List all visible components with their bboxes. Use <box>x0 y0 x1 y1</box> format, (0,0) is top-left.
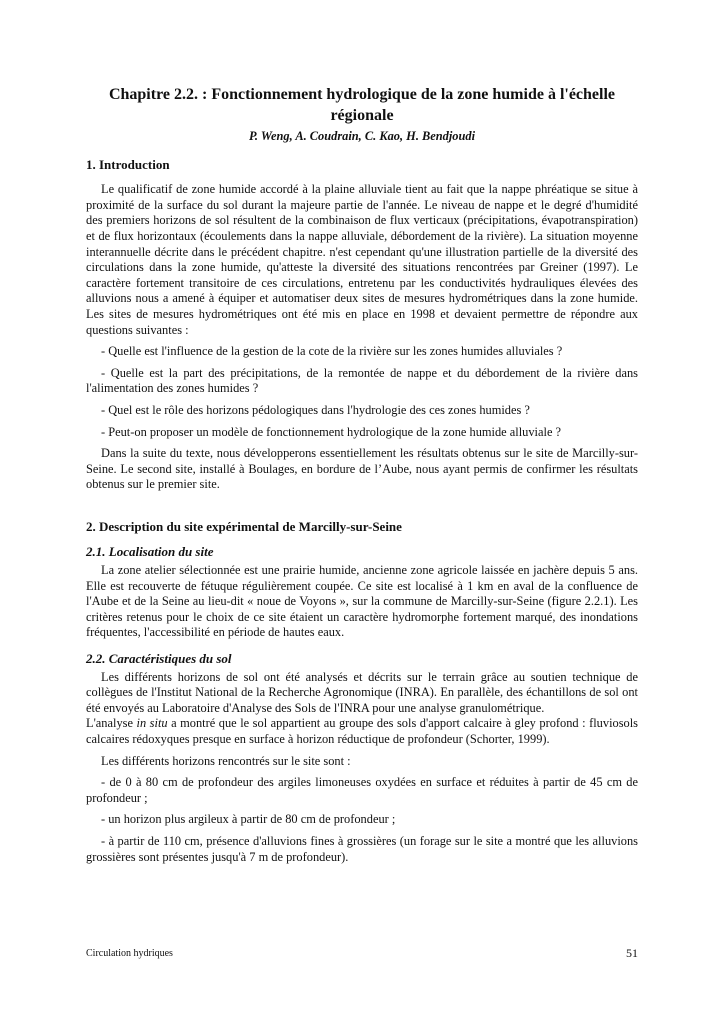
page-number: 51 <box>626 946 638 960</box>
question-3: - Quel est le rôle des horizons pédologiques dans l'hydrologie des ces zones humides ? <box>101 402 530 417</box>
sol-paragraph-2-pre: L'analyse <box>86 716 137 731</box>
intro-paragraph-1: Le qualificatif de zone humide accordé à la plaine alluviale tient au fait que la nappe phréatique se situe à proximité de la surface du sol durant la majeure partie de l'année. Le niveau de nappe et le degré d'humidité des premiers horizons de sol résultent de la combinaison de flux verticaux (précipitations, évapotranspiration) et de flux horizontaux (écoulements dans la nappe alluviale, débordement de la rivière). La situation moyenne interannuelle décrite dans le précédent chapitre. n'est cependant qu'une illustration partielle de la diversité des circulations dans la zone humide, qu'atteste la diversité des situations rencontrées par Greiner (1997). Le caractère fortement transitoire de ces circulations, entretenu par les conductivités hydrauliques élevées des alluvions nous a amené à équiper et automatiser deux sites de mesures hydrométriques dans la zone humide. Les sites de mesures hydrométriques ont été mis en place en 1998 et devaient permettre de répondre aux questions suivantes : <box>86 182 638 337</box>
subsection-2-2-heading: 2.2. Caractéristiques du sol <box>86 651 232 667</box>
sol-paragraph-2-post: a montré que le sol appartient au groupe des sols d'apport calcaire à gley profond : fluviosols calcaires rédoxyques presque en surface à horizon réductique de profondeur (Schorter, 1999). <box>86 716 638 746</box>
section-2-heading: 2. Description du site expérimental de Marcilly-sur-Seine <box>86 518 402 534</box>
horizon-item-2: - un horizon plus argileux à partir de 80 cm de profondeur ; <box>101 812 396 827</box>
authors: P. Weng, A. Coudrain, C. Kao, H. Bendjoudi <box>248 129 476 143</box>
horizon-item-3: - à partir de 110 cm, présence d'alluvions fines à grossières (un forage sur le site a montré que les alluvions grossières sont présentes jusqu'à 7 m de profondeur). <box>86 833 638 864</box>
footer-running-title: Circulation hydriques <box>86 948 173 959</box>
page-footer <box>86 946 638 962</box>
sol-paragraph-1-text: Les différents horizons de sol ont été analysés et décrits sur le terrain grâce au soutien technique de collègues de l'Institut National de la Recherche Agronomique (INRA). En parallèle, des échantillons de sol ont été envoyés au Laboratoire d'Analyse des Sols de l'INRA pour une analyse granulométrique. <box>86 669 638 715</box>
sol-paragraph-1 <box>86 670 638 748</box>
spacer <box>86 499 638 513</box>
localisation-paragraph: La zone atelier sélectionnée est une prairie humide, ancienne zone agricole laissée en jachère depuis 5 ans. Elle est recouverte de fétuque régulièrement coupée. Ce site est localisé à 1 km en aval de la confluence de l'Aube et de la Seine au lieu-dit « noue de Voyons », sur la commune de Marcilly-sur-Seine (figure 2.2.1). Les critères retenus pour le choix de ce site étaient un caractère hydromorphe fortement marqué, des inondations fréquentes, l'accessibilité en période de hautes eaux. <box>86 563 638 640</box>
question-1: - Quelle est l'influence de la gestion de la cote de la rivière sur les zones humides alluviales ? <box>101 344 563 359</box>
question-2: - Quelle est la part des précipitations, de la remontée de nappe et du débordement de la rivière dans l'alimentation des zones humides ? <box>86 365 638 396</box>
horizon-item-1: - de 0 à 80 cm de profondeur des argiles limoneuses oxydées en surface et réduites à partir de 45 cm de profondeur ; <box>86 775 638 805</box>
question-4: - Peut-on proposer un modèle de fonctionnement hydrologique de la zone humide alluviale ? <box>101 424 562 439</box>
section-1-heading: 1. Introduction <box>86 156 170 172</box>
chapter-title: Chapitre 2.2. : Fonctionnement hydrologique de la zone humide à l'échelle régionale <box>108 86 616 124</box>
horizons-intro: Les différents horizons rencontrés sur le site sont : <box>101 753 351 768</box>
in-situ-italic: in situ <box>136 716 168 731</box>
subsection-2-1-heading: 2.1. Localisation du site <box>86 544 214 560</box>
intro-paragraph-2: Dans la suite du texte, nous développerons essentiellement les résultats obtenus sur le site de Marcilly-sur-Seine. Le second site, installé à Boulages, en bordure de l’Aube, nous ayant permis de confirmer les résultats obtenus sur le premier site. <box>86 446 638 492</box>
